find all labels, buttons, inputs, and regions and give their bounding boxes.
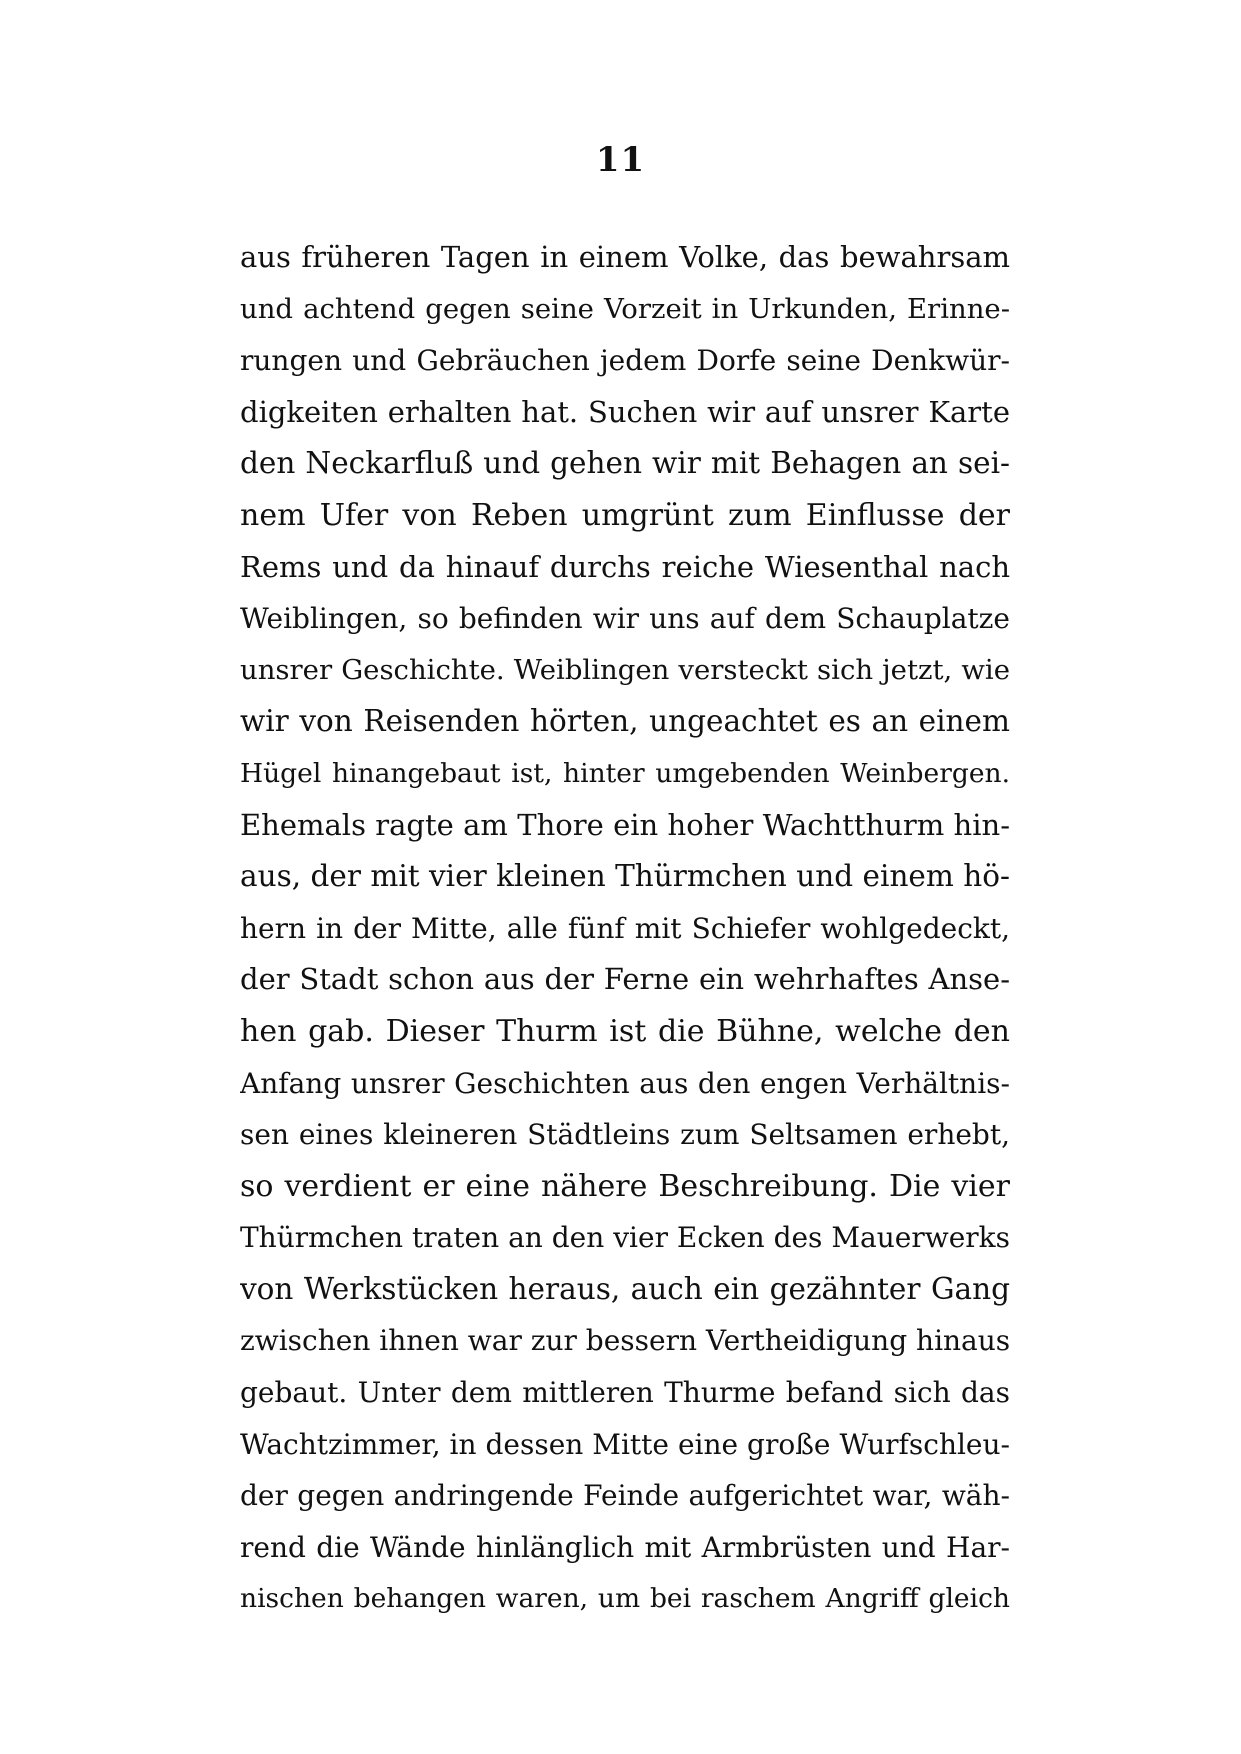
text-line: nischen behangen waren, um bei raschem Angriff gleich [240, 1583, 1010, 1615]
text-line: Anfang unsrer Geschichten aus den engen Verhältnis- [240, 1066, 1010, 1100]
text-line: rungen und Gebräuchen jedem Dorfe seine Denkwür- [240, 344, 1010, 378]
text-line: Rems und da hinauf durchs reiche Wiesenthal nach [240, 549, 1010, 584]
text-line: sen eines kleineren Städtleins zum Seltsamen erhebt, [240, 1118, 1010, 1152]
text-line: Thürmchen traten an den vier Ecken des Mauerwerks [240, 1221, 1010, 1255]
text-line: Wachtzimmer, in dessen Mitte eine große Wurfschleu- [240, 1427, 1010, 1461]
text-line: aus, der mit vier kleinen Thürmchen und einem hö- [240, 859, 1010, 894]
text-line: Hügel hinangebaut ist, hinter umgebenden Weinbergen. [240, 757, 1010, 789]
text-line: hen gab. Dieser Thurm ist die Bühne, welche den [240, 1013, 1010, 1049]
text-line: den Neckarfluß und gehen wir mit Behagen an sei- [240, 446, 1010, 481]
text-line: der Stadt schon aus der Ferne ein wehrhaftes Anse- [240, 962, 1010, 997]
text-line: aus früheren Tagen in einem Volke, das bewahrsam [240, 240, 1010, 274]
text-line: hern in der Mitte, alle fünf mit Schiefer wohlgedeckt, [240, 911, 1010, 945]
text-line: so verdient er eine nähere Beschreibung. Die vier [240, 1168, 1010, 1204]
text-line: Ehemals ragte am Thore ein hoher Wachtthurm hin- [240, 807, 1010, 842]
text-line: Weiblingen, so befinden wir uns auf dem Schauplatze [240, 602, 1010, 636]
text-line: wir von Reisenden hörten, ungeachtet es an einem [240, 704, 1010, 739]
text-line: digkeiten erhalten hat. Suchen wir auf unsrer Karte [240, 394, 1010, 429]
text-line: von Werkstücken heraus, auch ein gezähnter Gang [240, 1271, 1010, 1306]
text-line: rend die Wände hinlänglich mit Armbrüsten und Har- [240, 1530, 1010, 1564]
text-line: gebaut. Unter dem mittleren Thurme befand sich das [240, 1376, 1010, 1410]
page-number: 11 [595, 140, 646, 180]
text-line: und achtend gegen seine Vorzeit in Urkunden, Erinne- [240, 292, 1010, 325]
text-line: der gegen andringende Feinde aufgerichtet war, wäh- [240, 1479, 1010, 1513]
text-line: zwischen ihnen war zur bessern Vertheidigung hinaus [240, 1324, 1010, 1358]
text-line: nem Ufer von Reben umgrünt zum Einflusse der [240, 497, 1010, 533]
body-text [240, 232, 1010, 1625]
text-line: unsrer Geschichte. Weiblingen versteckt sich jetzt, wie [240, 653, 1010, 686]
